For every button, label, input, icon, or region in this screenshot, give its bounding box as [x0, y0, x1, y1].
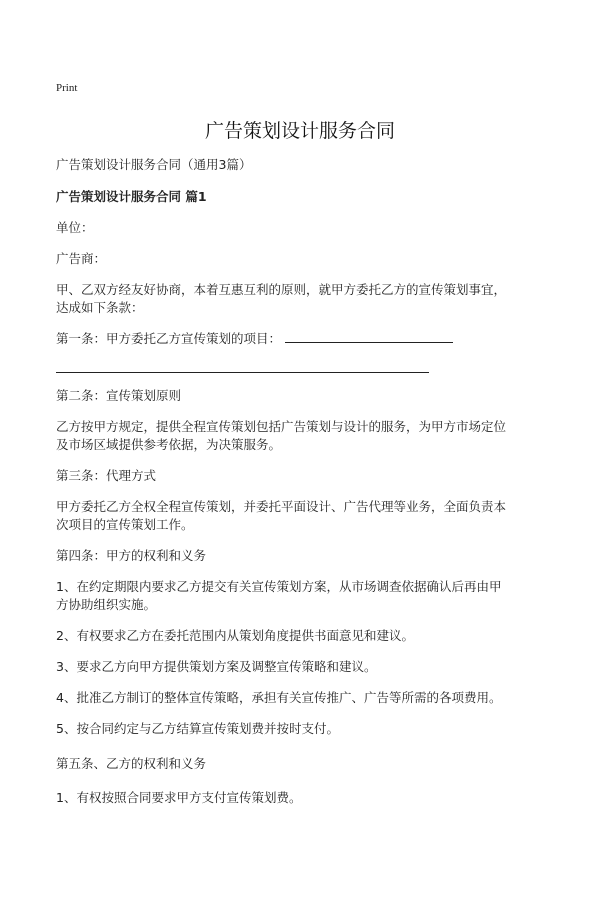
article-2-title: 第二条：宣传策划原则 [56, 388, 182, 403]
blank-full-line [56, 372, 429, 373]
article-2-line-2: 及市场区域提供参考依据，为决策服务。 [56, 437, 282, 452]
article-3-title: 第三条：代理方式 [56, 468, 157, 483]
document-subtitle: 广告策划设计服务合同（通用3篇） [56, 157, 252, 172]
article-4-item-4: 4、批准乙方制订的整体宣传策略，承担有关宣传推广、广告等所需的各项费用。 [56, 690, 502, 705]
article-4-item-2: 2、有权要求乙方在委托范围内从策划角度提供书面意见和建议。 [56, 628, 414, 643]
document-title: 广告策划设计服务合同 [204, 120, 395, 142]
print-link[interactable]: Print [56, 82, 78, 94]
article-1-text: 第一条：甲方委托乙方宣传策划的项目： [56, 331, 282, 346]
article-4-item-1-line-2: 方协助组织实施。 [56, 597, 157, 612]
advertiser-field-label: 广告商： [56, 251, 107, 266]
article-5-item-1: 1、有权按照合同要求甲方支付宣传策划费。 [56, 790, 302, 805]
article-3-line-1: 甲方委托乙方全权全程宣传策划，并委托平面设计、广告代理等业务，全面负责本 [56, 499, 507, 514]
article-2-line-1: 乙方按甲方规定，提供全程宣传策划包括广告策划与设计的服务，为甲方市场定位 [56, 419, 507, 434]
section-heading: 广告策划设计服务合同 篇1 [56, 189, 207, 204]
article-4-title: 第四条：甲方的权利和义务 [56, 548, 207, 563]
unit-field-label: 单位： [56, 220, 94, 235]
article-4-item-1-line-1: 1、在约定期限内要求乙方提交有关宣传策划方案，从市场调查依据确认后再由甲 [56, 579, 502, 594]
intro-paragraph-line-2: 达成如下条款： [56, 300, 144, 315]
article-4-item-3: 3、要求乙方向甲方提供策划方案及调整宣传策略和建议。 [56, 659, 377, 674]
article-3-line-2: 次项目的宣传策划工作。 [56, 517, 194, 532]
project-blank-line [285, 330, 453, 343]
article-4-item-5: 5、按合同约定与乙方结算宣传策划费并按时支付。 [56, 721, 339, 736]
article-5-title: 第五条、乙方的权利和义务 [56, 756, 207, 771]
article-1 [56, 330, 453, 348]
intro-paragraph-line-1: 甲、乙双方经友好协商，本着互惠互利的原则，就甲方委托乙方的宣传策划事宜， [56, 282, 507, 297]
